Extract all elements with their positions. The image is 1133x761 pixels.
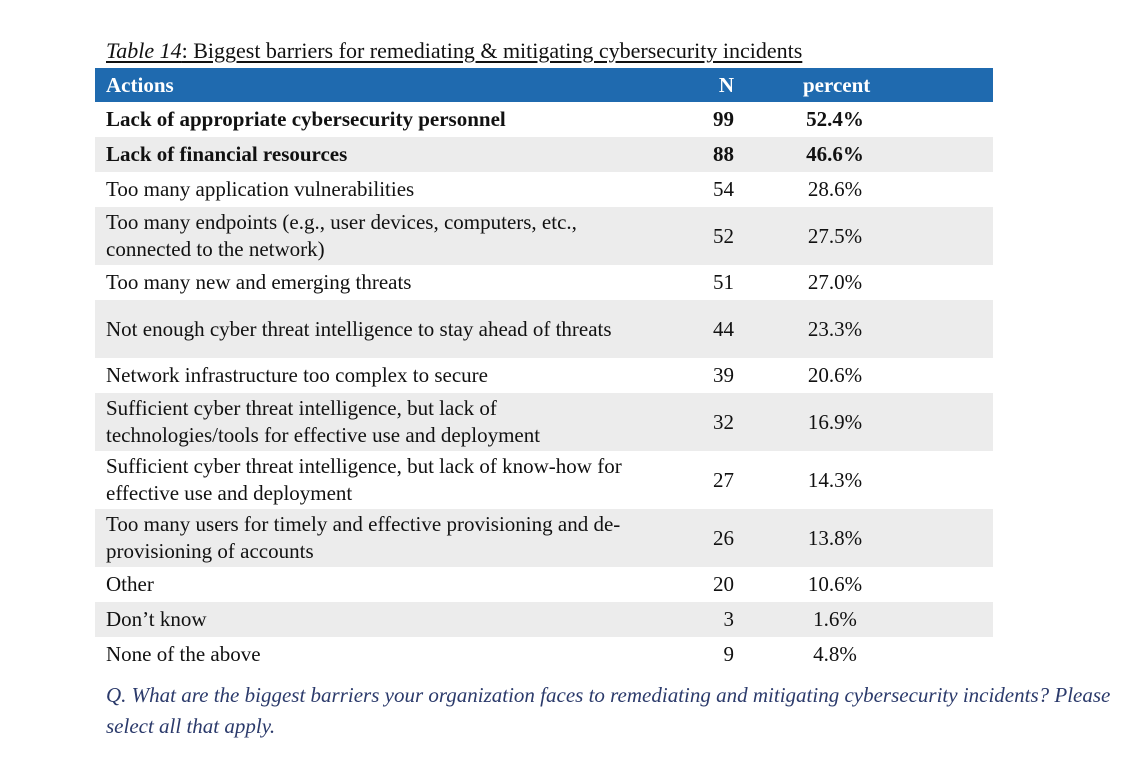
percent-cell: 46.6% xyxy=(806,142,864,166)
percent-cell: 27.0% xyxy=(807,270,863,294)
table-row xyxy=(95,358,993,393)
percent-cell: 20.6% xyxy=(807,363,863,387)
action-cell: Network infrastructure too complex to secure xyxy=(106,363,488,387)
action-cell: Other xyxy=(106,572,154,596)
header-n: N xyxy=(644,68,765,102)
action-cell: Too many new and emerging threats xyxy=(106,270,412,294)
table-row xyxy=(95,137,993,172)
action-cell: Too many application vulnerabilities xyxy=(106,177,415,201)
table-row xyxy=(95,509,993,567)
table-row xyxy=(95,393,993,451)
table-row xyxy=(95,602,993,637)
action-cell: None of the above xyxy=(106,642,261,666)
percent-cell: 4.8% xyxy=(813,642,857,666)
table-row xyxy=(95,637,993,672)
percent-cell: 52.4% xyxy=(806,107,864,131)
n-cell: 52 xyxy=(713,223,734,248)
percent-cell: 13.8% xyxy=(807,525,863,550)
table-row xyxy=(95,567,993,602)
n-cell: 32 xyxy=(713,409,734,434)
table-row xyxy=(95,207,993,265)
header-actions: Actions xyxy=(95,68,644,102)
action-cell: Sufficient cyber threat intelligence, but lack of know-how for effective use and deployment xyxy=(106,454,622,505)
action-cell: Lack of financial resources xyxy=(106,142,348,166)
n-cell: 26 xyxy=(713,525,734,550)
n-cell: 20 xyxy=(713,572,734,596)
n-cell: 51 xyxy=(713,270,734,294)
table-row xyxy=(95,102,993,137)
n-cell: 44 xyxy=(713,316,734,341)
table-title xyxy=(106,38,802,64)
n-cell: 88 xyxy=(713,142,734,166)
barriers-table xyxy=(95,68,993,672)
n-cell: 54 xyxy=(713,177,734,201)
action-cell: Don’t know xyxy=(106,607,207,631)
n-cell: 9 xyxy=(723,642,734,666)
percent-cell: 28.6% xyxy=(807,177,863,201)
percent-cell: 23.3% xyxy=(807,316,863,341)
action-cell: Lack of appropriate cybersecurity personnel xyxy=(106,107,506,131)
table-row xyxy=(95,265,993,300)
table-row xyxy=(95,300,993,358)
header-percent: percent xyxy=(765,68,993,102)
n-cell: 27 xyxy=(713,467,734,492)
action-cell: Too many users for timely and effective provisioning and de-provisioning of accounts xyxy=(106,512,621,563)
action-cell: Not enough cyber threat intelligence to stay ahead of threats xyxy=(106,316,612,341)
n-cell: 39 xyxy=(713,363,734,387)
percent-cell: 1.6% xyxy=(813,607,857,631)
table-row xyxy=(95,451,993,509)
n-cell: 3 xyxy=(723,607,734,631)
percent-cell: 27.5% xyxy=(807,223,863,248)
n-cell: 99 xyxy=(713,107,734,131)
action-cell: Too many endpoints (e.g., user devices, computers, etc., connected to the network) xyxy=(106,210,577,261)
action-cell: Sufficient cyber threat intelligence, but lack of technologies/tools for effective use and deployment xyxy=(106,396,541,447)
percent-cell: 10.6% xyxy=(807,572,863,596)
table-header-row xyxy=(95,68,993,102)
table-number: Table 14 xyxy=(106,38,182,63)
percent-cell: 16.9% xyxy=(807,409,863,434)
question-caption: Q. What are the biggest barriers your organization faces to remediating and mitigating cybersecurity incidents? Please select all that apply. xyxy=(106,683,1111,738)
percent-cell: 14.3% xyxy=(807,467,863,492)
table-title-text: : Biggest barriers for remediating & mitigating cybersecurity incidents xyxy=(181,38,803,63)
table-row xyxy=(95,172,993,207)
